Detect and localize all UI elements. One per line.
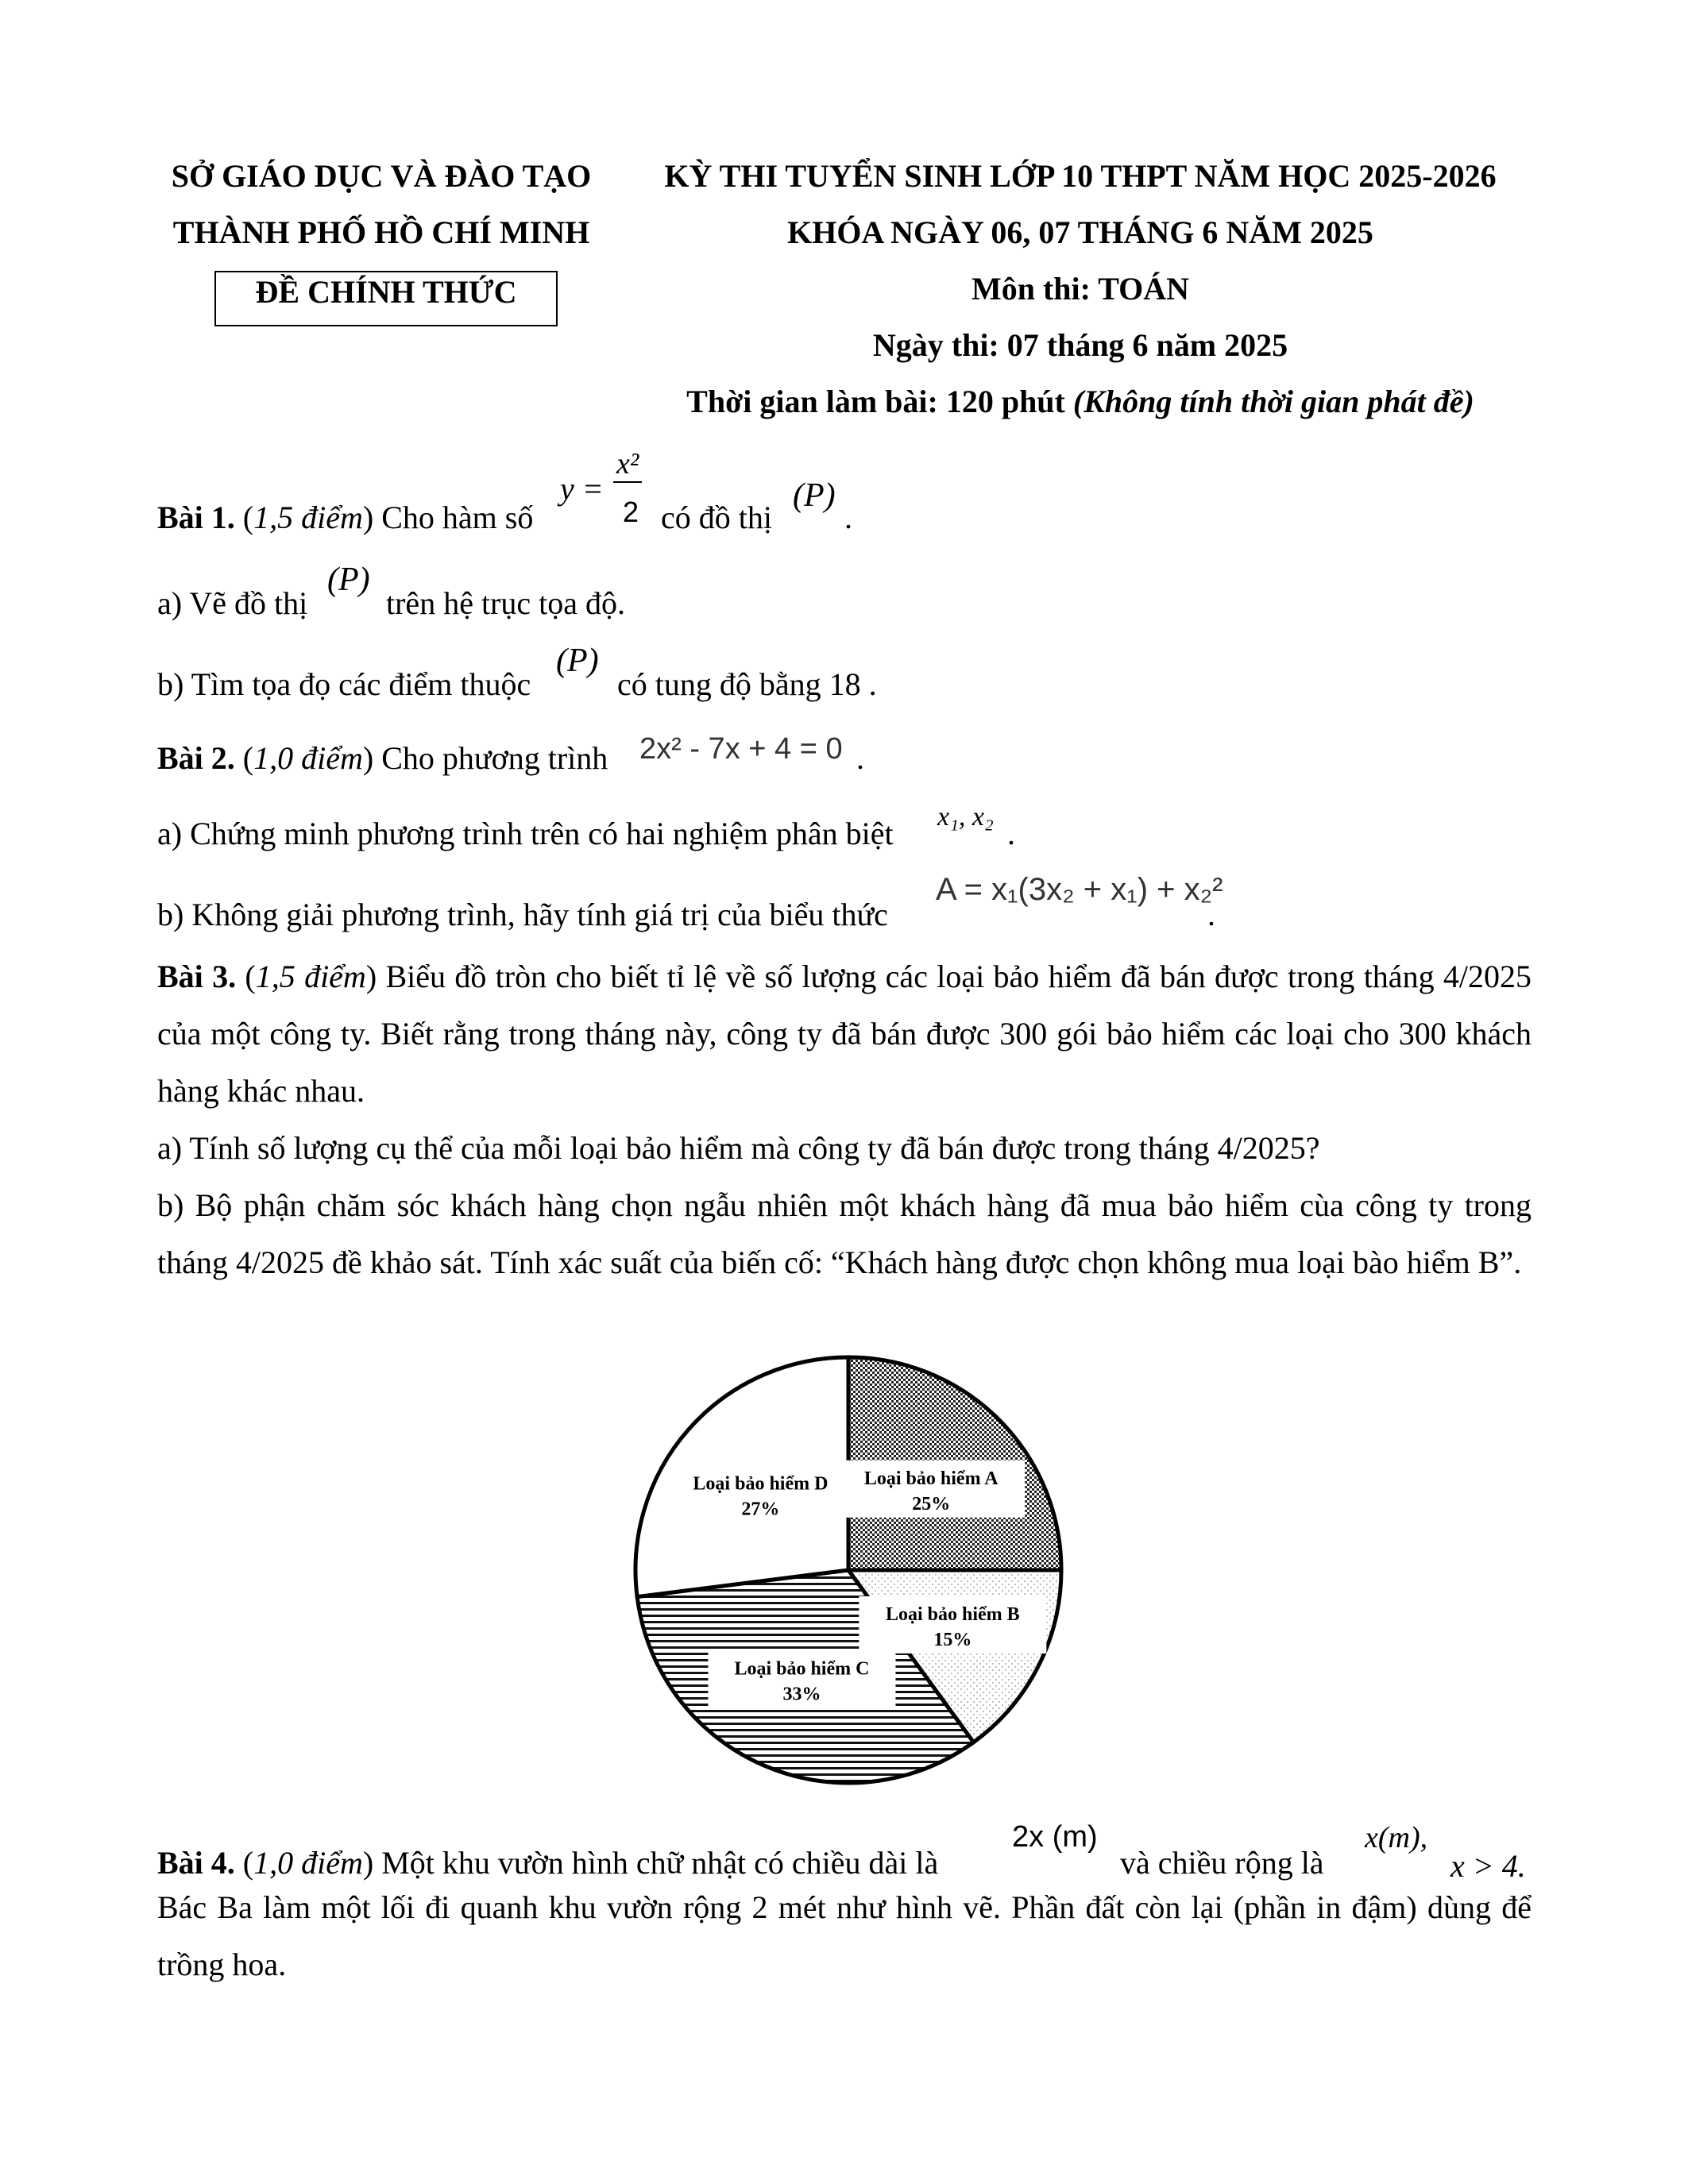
pie-category-label: Loại bảo hiểm C — [734, 1658, 870, 1680]
duration-text: Thời gian làm bài: 120 phút — [686, 384, 1073, 419]
bai1-function-lhs: y = — [560, 471, 604, 507]
pie-category-label: Loại bảo hiểm B — [885, 1603, 1020, 1625]
bai1-a-graph-name: (P) — [327, 561, 370, 598]
bai2-points: 1,0 điểm — [253, 740, 363, 776]
bai1-end: . — [844, 500, 852, 535]
bai4-rest: Bác Ba làm một lối đi quanh khu vườn rộng 2 mét như hình vẽ. Phần đất còn lại (phần in đậm) dùng để trồng hoa. — [157, 1889, 1532, 1982]
bai2-a-end: . — [1007, 816, 1015, 851]
exam-date: Ngày thi: 07 tháng 6 năm 2025 — [872, 327, 1288, 363]
pie-value-label: 15% — [933, 1629, 972, 1650]
bai2-roots: x₁, x₂ — [937, 802, 994, 832]
bai4-width: x(m), — [1365, 1821, 1428, 1854]
bai1-intro-after: có đồ thị — [661, 500, 772, 535]
bai2-expression: A = x₁(3x₂ + x₁) + x₂² — [936, 872, 1223, 907]
pie-value-label: 33% — [782, 1684, 821, 1705]
pie-value-label: 27% — [741, 1499, 780, 1520]
pie-category-label: Loại bảo hiểm D — [693, 1473, 829, 1495]
bai1-intro: Cho hàm số — [373, 500, 534, 535]
bai2-intro: Cho phương trình — [373, 740, 608, 776]
exam-session: KHÓA NGÀY 06, 07 THÁNG 6 NĂM 2025 — [787, 214, 1373, 250]
bai1-part-b: b) Tìm tọa đọ các điểm thuộc — [157, 666, 531, 702]
bai4-intro: Một khu vườn hình chữ nhật có chiều dài là — [373, 1845, 939, 1881]
bai4-condition: x > 4. — [1450, 1848, 1526, 1884]
bai4-statement: Bài 4. (1,0 điểm) Một khu vườn hình chữ nhật có chiều dài là — [157, 1845, 939, 1881]
department-name: SỞ GIÁO DỤC VÀ ĐÀO TẠO — [171, 158, 592, 194]
bai1-points: 1,5 điểm — [253, 500, 363, 535]
bai2-equation: 2x² - 7x + 4 = 0 — [639, 732, 843, 766]
exam-subject: Môn thi: TOÁN — [971, 271, 1190, 307]
bai3-intro: Biểu đồ tròn cho biết tỉ lệ về số lượng các loại bảo hiểm đã bán được trong tháng 4/2025 của một công ty. Biết rằng trong tháng này, công ty đã bán được 300 gói bảo hiểm các loại cho 300 khách hàng khác nhau. — [157, 959, 1532, 1109]
bai4-mid: và chiều rộng là — [1120, 1845, 1324, 1881]
bai3-part-b: b) Bộ phận chăm sóc khách hàng chọn ngẫu nhiên một khách hàng đã mua bảo hiểm cùa công ty trong tháng 4/2025 đề khảo sát. Tính xác suất của biến cố: “Khách hàng được chọn không mua loại bào hiểm B”. — [157, 1187, 1532, 1280]
bai1-part-a-suffix: trên hệ trục tọa độ. — [386, 585, 625, 621]
bai3-title: Bài 3. — [157, 959, 237, 994]
bai2-title: Bài 2. — [157, 740, 235, 776]
bai1-b-graph-name: (P) — [556, 642, 599, 679]
bai1-title: Bài 1. — [157, 500, 235, 535]
exam-title: KỲ THI TUYỂN SINH LỚP 10 THPT NĂM HỌC 2025-2026 — [664, 158, 1497, 194]
bai2-statement: Bài 2. (1,0 điểm) Cho phương trình — [157, 740, 608, 776]
pie-category-label: Loại bảo hiểm A — [863, 1468, 999, 1489]
bai2-end: . — [856, 740, 864, 776]
bai1-function-num: x² — [613, 446, 642, 483]
city-name: THÀNH PHỐ HỒ CHÍ MINH — [172, 214, 590, 250]
bai1-statement: Bài 1. (1,5 điểm) Cho hàm số — [157, 500, 534, 535]
exam-duration — [604, 386, 1557, 418]
bai3-part-a: a) Tính số lượng cụ thể của mỗi loại bảo hiểm mà công ty đã bán được trong tháng 4/2025? — [157, 1130, 1320, 1166]
insurance-pie-chart — [620, 1348, 1080, 1792]
bai1-part-b-suffix: có tung độ bằng 18 . — [617, 666, 877, 702]
bai3-points: 1,5 điểm — [255, 959, 366, 994]
bai4-length: 2x (m) — [1012, 1820, 1098, 1854]
bai1-part-a: a) Vẽ đồ thị — [157, 585, 308, 621]
bai4-title: Bài 4. — [157, 1845, 235, 1881]
bai1-graph-name: (P) — [793, 477, 836, 514]
bai2-part-a: a) Chứng minh phương trình trên có hai nghiệm phân biệt — [157, 816, 894, 851]
bai3-statement: Bài 3. (1,5 điểm) Biểu đồ tròn cho biết tỉ lệ về số lượng các loại bảo hiểm đã bán được trong tháng 4/2025 của một công ty. Biết rằng trong tháng này, công ty đã bán được 300 gói bảo hiểm các loại cho 300 khách hàng khác nhau. — [157, 959, 1532, 1109]
bai4-points: 1,0 điểm — [253, 1845, 363, 1881]
official-exam-label: ĐỀ CHÍNH THỨC — [255, 274, 517, 310]
bai2-part-b: b) Không giải phương trình, hãy tính giá trị của biểu thức — [157, 897, 888, 932]
bai1-function-den: 2 — [623, 496, 639, 528]
bai2-b-end: . — [1207, 897, 1215, 932]
duration-note: (Không tính thời gian phát đề) — [1072, 384, 1474, 419]
pie-value-label: 25% — [912, 1493, 951, 1515]
